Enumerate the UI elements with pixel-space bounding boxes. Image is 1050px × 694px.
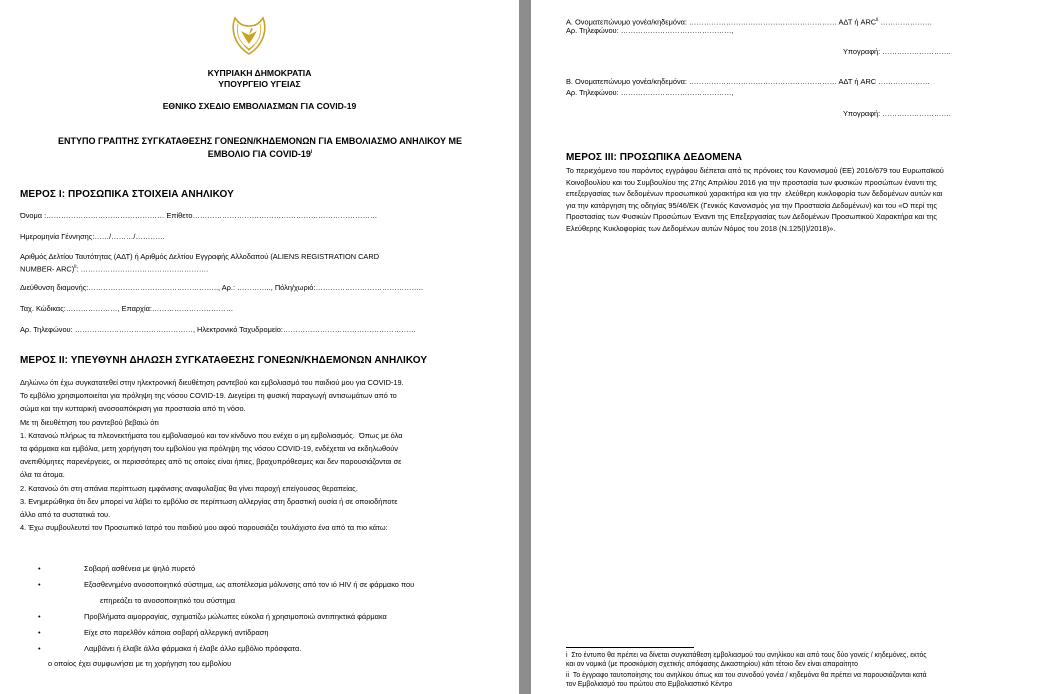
dob-field-line: Ημερομηνία Γέννησης:……/………/………… bbox=[20, 232, 166, 241]
parent-a-signature-line: Υπογραφή: ………………………. bbox=[843, 47, 951, 56]
parent-b-phone-line: Αρ. Τηλεφώνου: ………………………………………, bbox=[566, 88, 734, 97]
footnote-i: i Στο έντυπο θα πρέπει να δίνεται συγκατάθεση εμβολιασμού του ανηλίκου και από τους δύο γονείς / κηδεμόνες, εκτός και αν νομικά (με προσκόμιση σχετικής απόφασης Δικαστηρίου) κάτι τέτοιο δεν είναι απαραίτητο bbox=[566, 652, 927, 668]
footnote-ref-ii: ii bbox=[876, 17, 879, 23]
parent-b-name-line bbox=[566, 77, 930, 87]
id-field-line2 bbox=[20, 262, 208, 274]
parent-a-id-dots: ………………… bbox=[880, 17, 933, 27]
postal-field-line: Ταχ. Κώδικας:…………………, Επαρχία:…………………………… bbox=[20, 304, 234, 313]
cyprus-coat-of-arms-icon bbox=[229, 14, 269, 58]
consent-declaration: Δηλώνω ότι έχω συγκατατεθεί στην ηλεκτρονική διευθέτηση ραντεβού και εμβολιασμό του παιδιού μου για COVID-19. Το εμβόλιο χρησιμοποιείται για πρόληψη της νόσου COVID-19. Διεγείρει τη φυσική παραγωγή αντισωμάτων από το σώμα και την κυτταρική ανοσοαπόκριση για προστασία από τη νόσο. Με τη διευθέτηση του ραντεβού βεβαιώ ότι 1. Κατανοώ πλήρως τα πλεονεκτήματα του εμβολιασμού και τον κίνδυνο που ενέχει ο μη εμβολιασμός. Όπως με όλα τα φάρμακα και εμβόλια, μετη χορήγηση του εμβολίου για πρόληψη της νόσου COVID-19, ενδέχεται να εκδηλωθούν ανεπιθύμητες παρενέργειες, οι περισσότερες από τις οποίες είναι ήπιες, βραχυπρόθεσμες και δεν παρουσιάζονται σε όλα τα άτομα. 2. Κατανοώ ότι στη σπάνια περίπτωση εμφάνισης αναφυλαξίας θα γίνει παροχή επείγουσας θεραπείας. 3. Ενημερώθηκα ότι δεν μπορεί να λάβει το εμβόλιο σε περίπτωση αλλεργίας στη δραστική ουσία ή σε οποιοδήποτε άλλο από τα συστατικά του. 4. Έχω συμβουλευτεί τον Προσωπικό Ιατρό του παιδιού μου αφού παρουσιάζει τουλάχιστο ένα από τα πιο κάτω: bbox=[20, 378, 404, 533]
form-title-line2: ΕΜΒΟΛΙΟ ΓΙΑ COVID-19 bbox=[207, 149, 311, 159]
bullet-marker: • bbox=[38, 628, 41, 637]
bullet-marker: • bbox=[38, 580, 41, 589]
id-field-line1: Αριθμός Δελτίου Ταυτότητας (ΑΔΤ) ή Αριθμός Δελτίου Εγγραφής Αλλοδαπού (ALIENS REGISTRATION CARD bbox=[20, 252, 380, 261]
bullet-item: Σοβαρή ασθένεια με ψηλό πυρετό bbox=[84, 564, 196, 573]
bullet-item: Λαμβάνει ή έλαβε άλλα φάρμακα ή έλαβε άλλο εμβόλιο πρόσφατα. bbox=[84, 644, 302, 653]
bullet-continuation: επηρεάζει το ανοσοποιητικό του σύστημα bbox=[100, 596, 236, 605]
bullet-marker: • bbox=[38, 564, 41, 573]
part3-heading: ΜΕΡΟΣ ΙΙΙ: ΠΡΟΣΩΠΙΚΑ ΔΕΔΟΜΕΝΑ bbox=[566, 152, 743, 163]
part1-heading: ΜΕΡΟΣ Ι: ΠΡΟΣΩΠΙΚΑ ΣΤΟΙΧΕΙΑ ΑΝΗΛΙΚΟΥ bbox=[20, 189, 234, 200]
vaccination-plan-title: ΕΘΝΙΚΟ ΣΧΕΔΙΟ ΕΜΒΟΛΙΑΣΜΩΝ ΓΙΑ COVID-19 bbox=[162, 101, 357, 111]
id-line2-dots: : ……………………………………………. bbox=[76, 264, 209, 274]
part2-heading: ΜΕΡΟΣ ΙΙ: ΥΠΕΥΘΥΝΗ ΔΗΛΩΣΗ ΣΥΓΚΑΤΑΘΕΣΗΣ ΓΟΝΕΩΝ/ΚΗΔΕΜΟΝΩΝ ΑΝΗΛΙΚΟΥ bbox=[20, 355, 428, 366]
right-page bbox=[531, 0, 1050, 694]
parent-a-name-label: Α. Ονοματεπώνυμο γονέα/κηδεμόνα: …………………………………………………… ΑΔΤ ή ARC bbox=[566, 17, 877, 27]
personal-data-notice: Το περιεχόμενο του παρόντος εγγράφου διέπεται από τις πρόνοιες του Κανονισμού (ΕΕ) 2016/679 του Ευρωπαϊκού Κοινοβουλίου και του Συμβουλίου της 27ης Απριλίου 2016 για την προστασία των φυσικών προσώπων έναντι της επεξεργασίας των δεδομένων προσωπικού χαρακτήρα και για την ελεύθερη κυκλοφορία των δεδομένων αυτών και για την κατάργηση της οδηγίας 95/46/ΕΚ (Γενικός Κανονισμός για την Προστασία Δεδομένων) και του «Ο περί της Προστασίας των Φυσικών Προσώπων Έναντι της Επεξεργασίας των Δεδομένων Προσωπικού Χαρακτήρα και της Ελεύθερης Κυκλοφορίας των Δεδομένων αυτών Νόμος του 2018 (Ν.125(Ι)/2018)». bbox=[566, 166, 944, 233]
footnote-separator bbox=[566, 647, 694, 648]
name-field-line: Όνομα :………………………………………… Επίθετο………………………………………………………………… bbox=[20, 211, 378, 220]
republic-name: ΚΥΠΡΙΑΚΗ ΔΗΜΟΚΡΑΤΙΑ bbox=[207, 68, 312, 78]
footnote-ref-ii: ii bbox=[74, 264, 77, 270]
address-field-line: Διεύθυνση διαμονής:…………………………………………….., Αρ.: ………….., Πόλη/χωριό:…………………………………….. bbox=[20, 283, 424, 292]
form-title bbox=[20, 136, 500, 160]
parent-b-signature-line: Υπογραφή: ………………………. bbox=[843, 109, 951, 118]
bullet-marker: • bbox=[38, 644, 41, 653]
footnote-ii: ii Το έγγραφο ταυτοποίησης του ανηλίκου όπως και του συνοδού γονέα / κηδεμόνα θα πρέπει να παρουσιάζονται κατά τον Εμβολιασμό του πρώτου στο Εμβολιαστικό Κέντρο bbox=[566, 672, 927, 688]
ministry-name: ΥΠΟΥΡΓΕΙΟ ΥΓΕΙΑΣ bbox=[218, 79, 301, 89]
footnote-ref-i: i bbox=[310, 149, 313, 155]
bullet-marker: • bbox=[38, 612, 41, 621]
parent-b-id-dots: ………………… bbox=[878, 77, 930, 86]
bullet-item: Είχε στο παρελθόν κάποια σοβαρή αλλεργική αντίδραση bbox=[84, 628, 269, 637]
bullet-item: Προβλήματα αιμορραγίας, σχηματίζω μώλωπες εύκολα ή χρησιμοποιώ αντιπηκτικά φάρμακα bbox=[84, 612, 387, 621]
parent-a-phone-line: Αρ. Τηλεφώνου: ………………………………………, bbox=[566, 26, 734, 35]
left-page bbox=[0, 0, 519, 694]
parent-b-name-label: Β. Ονοματεπώνυμο γονέα/κηδεμόνα: …………………………………………………… ΑΔΤ ή ARC bbox=[566, 77, 877, 86]
closing-line: ο οποίος έχει συμφωνήσει με τη χορήγηση του εμβολίου bbox=[48, 659, 232, 668]
id-line2-label: NUMBER- ARC) bbox=[20, 264, 75, 274]
form-title-line1: ΕΝΤΥΠΟ ΓΡΑΠΤΗΣ ΣΥΓΚΑΤΑΘΕΣΗΣ ΓΟΝΕΩΝ/ΚΗΔΕΜΟΝΩΝ ΓΙΑ ΕΜΒΟΛΙΑΣΜΟ ΑΝΗΛΙΚΟΥ ΜΕ bbox=[58, 136, 462, 146]
page-gutter bbox=[519, 0, 531, 694]
phone-email-field-line: Αρ. Τηλεφώνου: …………………………………………, Ηλεκτρονικό Ταχυδρομείο:……………………………………………… bbox=[20, 325, 416, 334]
bullet-item: Εξασθενημένο ανοσοποιητικό σύστημα, ως αποτέλεσμα μόλυνσης από τον ιό HIV ή σε φάρμακο που bbox=[84, 580, 415, 589]
